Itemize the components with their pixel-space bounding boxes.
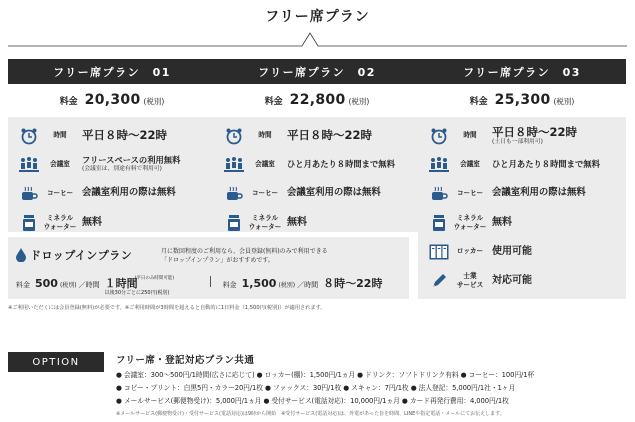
option-note: ※メールサービス(郵便物受け)・受付サービス(電話対応)は9時から開始 ※受付サービス(電話対応)は、外電があった旨を時間、LINEや指定電話・メールにてお伝えします。 xyxy=(116,411,505,417)
fee-divider xyxy=(210,276,211,287)
dropin-description xyxy=(161,247,328,265)
feature-value: 対応可能 xyxy=(492,274,532,286)
feature-name: コーヒー xyxy=(251,189,279,198)
title-divider xyxy=(8,31,627,47)
feature-value: フリースペースの利用無料 (会議室は、別途有料で利用可) xyxy=(82,155,181,172)
feature-row-time xyxy=(8,121,216,150)
meeting-people-icon xyxy=(427,154,451,176)
feature-name: 会議室 xyxy=(50,160,70,169)
plan-header: フリー席プラン 02 xyxy=(213,59,421,84)
fee-label: 料金 xyxy=(16,281,30,289)
feature-row-time xyxy=(213,121,421,150)
coffee-cup-icon xyxy=(222,183,246,205)
feature-name: 時間 xyxy=(258,131,272,140)
feature-value: 会議室利用の際は無料 xyxy=(287,187,381,199)
plan-card-03 xyxy=(418,59,626,299)
price-tax: (税別) xyxy=(143,97,165,106)
feature-row-meeting xyxy=(418,150,626,179)
fee-per-hour: ／時間 xyxy=(78,281,100,289)
option-line: ● コピー・プリント：白黒5円・カラー20円/1枚 ● ファックス：30円/1枚 ● スキャン：7円/1枚 ● 法人登記：5,000円/1社・1ヶ月 xyxy=(116,384,516,392)
price-amount: 20,300 xyxy=(84,92,141,108)
feature-list xyxy=(213,117,421,232)
feature-name: ミネラル ウォーター xyxy=(43,214,77,231)
plan-header: フリー席プラン 01 xyxy=(8,59,216,84)
meeting-people-icon xyxy=(17,154,41,176)
dropin-fee-row xyxy=(16,275,383,296)
fee-daily: 1,500 xyxy=(241,277,277,290)
pen-icon xyxy=(427,270,451,292)
feature-value: 平日８時〜22時 xyxy=(82,127,168,142)
price-label: 料金 xyxy=(264,97,283,107)
feature-row-time xyxy=(418,121,626,150)
feature-value: 会議室利用の際は無料 xyxy=(492,187,586,199)
option-line: ● メールサービス(郵便物受け)：5,000円/1ヵ月 ● 受付サービス(電話対応)：10,000円/1ヵ月 ● カード再発行費用：4,000円/1枚 xyxy=(116,397,509,405)
feature-row-coffee xyxy=(418,179,626,208)
feature-value: 平日８時〜22時 (土日も一部利用可) xyxy=(492,124,578,145)
usage-note: ※ご利用いただくには会員登録(無料)が必要です。※ご利用時間が3時間を超えると自動的に1日料金（1,500円(税別)）が適用されます。 xyxy=(8,305,326,311)
feature-name: コーヒー xyxy=(456,189,484,198)
price-label: 料金 xyxy=(59,97,78,107)
feature-name: ミネラル ウォーター xyxy=(248,214,282,231)
feature-row-coffee xyxy=(213,179,421,208)
water-bottle-icon xyxy=(222,212,246,234)
feature-row-water xyxy=(8,208,216,237)
feature-row-water xyxy=(213,208,421,237)
water-bottle-icon xyxy=(17,212,41,234)
price-amount: 25,300 xyxy=(494,92,551,108)
clock-icon xyxy=(427,125,451,147)
fee-hourly: 500 xyxy=(35,277,58,290)
feature-value: 無料 xyxy=(82,216,102,228)
fee-tax: (税別) xyxy=(59,282,77,289)
feature-value: 会議室利用の際は無料 xyxy=(82,187,176,199)
dropin-heading xyxy=(16,247,132,263)
option-tag: OPTION xyxy=(8,352,104,372)
feature-value: ひと月あたり８時間まで無料 xyxy=(492,158,600,169)
feature-row-meeting xyxy=(213,150,421,179)
plan-price xyxy=(213,84,421,117)
feature-row-coffee xyxy=(8,179,216,208)
feature-row-meeting xyxy=(8,150,216,179)
feature-row-water xyxy=(418,208,626,237)
plan-card-02 xyxy=(213,59,421,232)
plan-price xyxy=(418,84,626,117)
meeting-people-icon xyxy=(222,154,246,176)
feature-value: ひと月あたり８時間まで無料 xyxy=(287,158,395,169)
feature-value: 無料 xyxy=(287,216,307,228)
page-title: フリー席プラン xyxy=(265,9,370,25)
price-tax: (税別) xyxy=(348,97,370,106)
coffee-cup-icon xyxy=(427,183,451,205)
feature-row-locker xyxy=(418,237,626,266)
plan-card-01 xyxy=(8,59,216,232)
dropin-plan-panel xyxy=(8,237,409,299)
feature-value: 使用可能 xyxy=(492,245,532,257)
price-label: 料金 xyxy=(469,97,488,107)
locker-icon xyxy=(427,241,451,263)
dropin-title: ドロップインプラン xyxy=(30,249,133,262)
feature-name: 時間 xyxy=(463,131,477,140)
feature-name: 時間 xyxy=(53,131,67,140)
fee-tax: (税別) xyxy=(278,282,296,289)
coffee-cup-icon xyxy=(17,183,41,205)
water-drop-icon xyxy=(16,248,26,262)
fee-time-range: ８時〜22時 xyxy=(323,277,383,290)
feature-list xyxy=(8,117,216,232)
first-hour: １時間 (平日のみ時間可能) 以後30分ごとに250円(税別) xyxy=(104,276,175,296)
feature-list xyxy=(418,117,626,299)
feature-value: 平日８時〜22時 xyxy=(287,127,373,142)
price-amount: 22,800 xyxy=(289,92,346,108)
feature-value: 無料 xyxy=(492,216,512,228)
feature-name: ロッカー xyxy=(456,247,484,256)
option-title: フリー席・登記対応プラン共通 xyxy=(116,355,255,366)
fee-per-time: ／時間 xyxy=(297,281,319,289)
plan-price xyxy=(8,84,216,117)
option-list xyxy=(116,369,631,417)
fee-label: 料金 xyxy=(222,281,237,289)
feature-name: 士業 サービス xyxy=(456,272,484,289)
feature-name: コーヒー xyxy=(46,189,74,198)
plan-header: フリー席プラン 03 xyxy=(418,59,626,84)
feature-name: 会議室 xyxy=(460,160,480,169)
price-tax: (税別) xyxy=(553,97,575,106)
dropin-desc-line: 「ドロップインプラン」がおすすめです。 xyxy=(161,257,274,264)
dropin-desc-line: 月に数回程度のご利用なら、会員登録(無料)のみで利用できる xyxy=(161,248,328,255)
feature-row-professional xyxy=(418,266,626,295)
clock-icon xyxy=(222,125,246,147)
feature-name: ミネラル ウォーター xyxy=(453,214,487,231)
feature-name: 会議室 xyxy=(255,160,275,169)
option-line: ● 会議室：300〜500円/1時間(広さに応じて) ● ロッカー(棚)：1,500円/1ヵ月 ● ドリンク：ソフトドリンク有料 ● コーヒー：100円/1杯 xyxy=(116,371,535,379)
clock-icon xyxy=(17,125,41,147)
water-bottle-icon xyxy=(427,212,451,234)
